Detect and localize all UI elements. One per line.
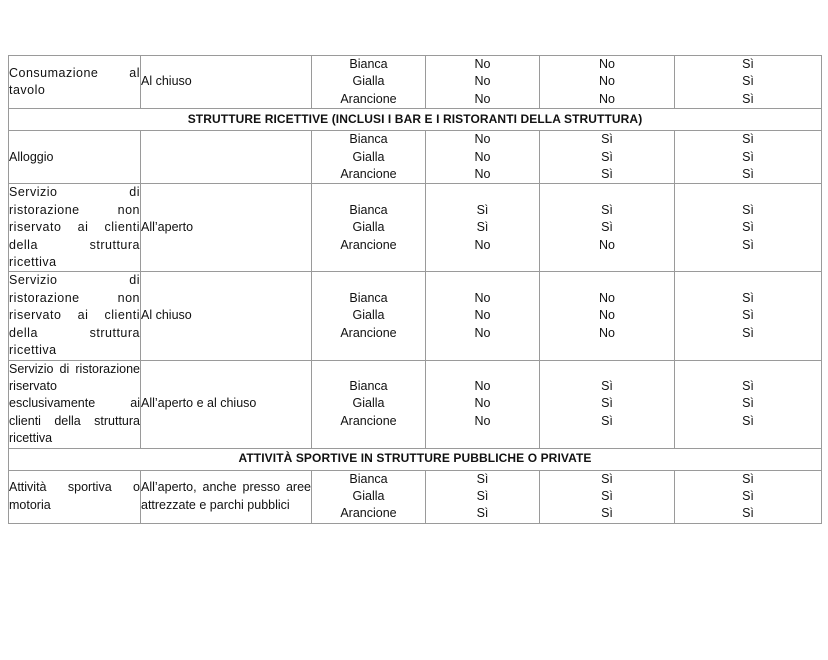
value: No <box>599 290 615 305</box>
zone-label: Gialla <box>352 396 385 411</box>
value: No <box>474 132 491 147</box>
zone-label: Bianca <box>349 471 388 486</box>
zone-label: Arancione <box>340 91 397 106</box>
value-cell <box>426 360 540 448</box>
mode-cell <box>141 131 312 184</box>
value-cell <box>426 272 540 360</box>
value-cell <box>675 272 822 360</box>
table-row <box>9 272 822 360</box>
value-cell <box>426 131 540 184</box>
value: No <box>474 149 491 164</box>
zone-cell <box>312 131 426 184</box>
value-cell <box>675 56 822 109</box>
value-cell <box>540 272 675 360</box>
value: Sì <box>742 506 754 521</box>
section-header-row <box>9 448 822 470</box>
value-cell <box>540 131 675 184</box>
value: No <box>599 308 615 323</box>
value: Sì <box>742 202 754 217</box>
rules-table <box>8 55 822 524</box>
zone-label: Arancione <box>340 237 397 252</box>
zone-label: Gialla <box>352 308 385 323</box>
zone-label: Bianca <box>349 378 388 393</box>
value: Sì <box>742 57 754 71</box>
value: Sì <box>601 149 613 164</box>
table-row <box>9 470 822 523</box>
zone-label: Arancione <box>340 506 397 521</box>
value: Sì <box>742 290 754 305</box>
table-row <box>9 184 822 272</box>
zone-label: Bianca <box>349 202 388 217</box>
value: No <box>474 91 491 106</box>
value: No <box>474 413 491 428</box>
value: No <box>474 325 491 340</box>
value: Sì <box>601 167 613 182</box>
zone-cell <box>312 470 426 523</box>
zone-cell <box>312 360 426 448</box>
zone-cell <box>312 184 426 272</box>
value: No <box>599 325 615 340</box>
value-cell <box>426 470 540 523</box>
value: No <box>474 237 491 252</box>
value: No <box>599 91 615 106</box>
section-title: STRUTTURE RICETTIVE (INCLUSI I BAR E I RISTORANTI DELLA STRUTTURA) <box>9 109 822 131</box>
value: Sì <box>742 167 754 182</box>
zone-label: Gialla <box>352 220 385 235</box>
value: Sì <box>601 132 613 147</box>
zone-label: Arancione <box>340 167 397 182</box>
value-cell <box>540 184 675 272</box>
value: Sì <box>742 74 754 89</box>
value: No <box>599 57 615 71</box>
value-cell <box>675 184 822 272</box>
activity-cell: Servizio di ristorazione non riservato ai clienti della struttura ricettiva <box>9 272 141 360</box>
value: No <box>474 378 491 393</box>
value: Sì <box>476 506 489 521</box>
zone-label: Arancione <box>340 325 397 340</box>
table-row <box>9 131 822 184</box>
value-cell <box>540 360 675 448</box>
value: Sì <box>742 396 754 411</box>
activity-cell: Servizio di ristorazione non riservato ai clienti della struttura ricettiva <box>9 184 141 272</box>
value: Sì <box>742 237 754 252</box>
zone-label: Arancione <box>340 413 397 428</box>
value-cell <box>540 470 675 523</box>
zone-label: Bianca <box>349 132 388 147</box>
zone-label: Gialla <box>352 74 385 89</box>
section-title: ATTIVITÀ SPORTIVE IN STRUTTURE PUBBLICHE O PRIVATE <box>9 448 822 470</box>
value-cell <box>540 56 675 109</box>
value: No <box>474 74 491 89</box>
section-header-row <box>9 109 822 131</box>
value: Sì <box>476 220 489 235</box>
zone-cell <box>312 56 426 109</box>
value: No <box>474 396 491 411</box>
value: Sì <box>601 396 613 411</box>
activity-cell: Alloggio <box>9 131 141 184</box>
activity-cell: Consumazione al tavolo <box>9 56 141 109</box>
value: Sì <box>476 202 489 217</box>
zone-label: Gialla <box>352 149 385 164</box>
value-cell <box>675 131 822 184</box>
mode-cell: All’aperto, anche presso aree attrezzate e parchi pubblici <box>141 470 312 523</box>
value: Sì <box>601 471 613 486</box>
value: Sì <box>601 488 613 503</box>
mode-cell: Al chiuso <box>141 272 312 360</box>
value: No <box>599 74 615 89</box>
value: Sì <box>476 471 489 486</box>
activity-cell: Servizio di ristorazione riservato esclusivamente ai clienti della struttura ricettiva <box>9 360 141 448</box>
zone-label: Bianca <box>349 57 388 71</box>
value: Sì <box>476 488 489 503</box>
value: Sì <box>601 378 613 393</box>
activity-cell: Attività sportiva o motoria <box>9 470 141 523</box>
value-cell <box>426 184 540 272</box>
value: Sì <box>742 220 754 235</box>
value-cell <box>426 56 540 109</box>
value: Sì <box>601 202 613 217</box>
value: Sì <box>742 378 754 393</box>
value-cell <box>675 360 822 448</box>
value: No <box>474 308 491 323</box>
mode-cell: All’aperto e al chiuso <box>141 360 312 448</box>
zone-label: Bianca <box>349 290 388 305</box>
value: No <box>599 237 615 252</box>
value: Sì <box>742 308 754 323</box>
value: Sì <box>742 132 754 147</box>
value: Sì <box>601 220 613 235</box>
mode-cell: All’aperto <box>141 184 312 272</box>
value: Sì <box>742 91 754 106</box>
mode-cell: Al chiuso <box>141 56 312 109</box>
value: Sì <box>742 488 754 503</box>
value: No <box>474 290 491 305</box>
value: No <box>474 167 491 182</box>
value: Sì <box>601 413 613 428</box>
zone-label: Gialla <box>352 488 385 503</box>
table-row <box>9 360 822 448</box>
zone-cell <box>312 272 426 360</box>
value: No <box>474 57 491 71</box>
value-cell <box>675 470 822 523</box>
value: Sì <box>742 325 754 340</box>
table-row <box>9 56 822 109</box>
value: Sì <box>601 506 613 521</box>
value: Sì <box>742 149 754 164</box>
value: Sì <box>742 413 754 428</box>
value: Sì <box>742 471 754 486</box>
